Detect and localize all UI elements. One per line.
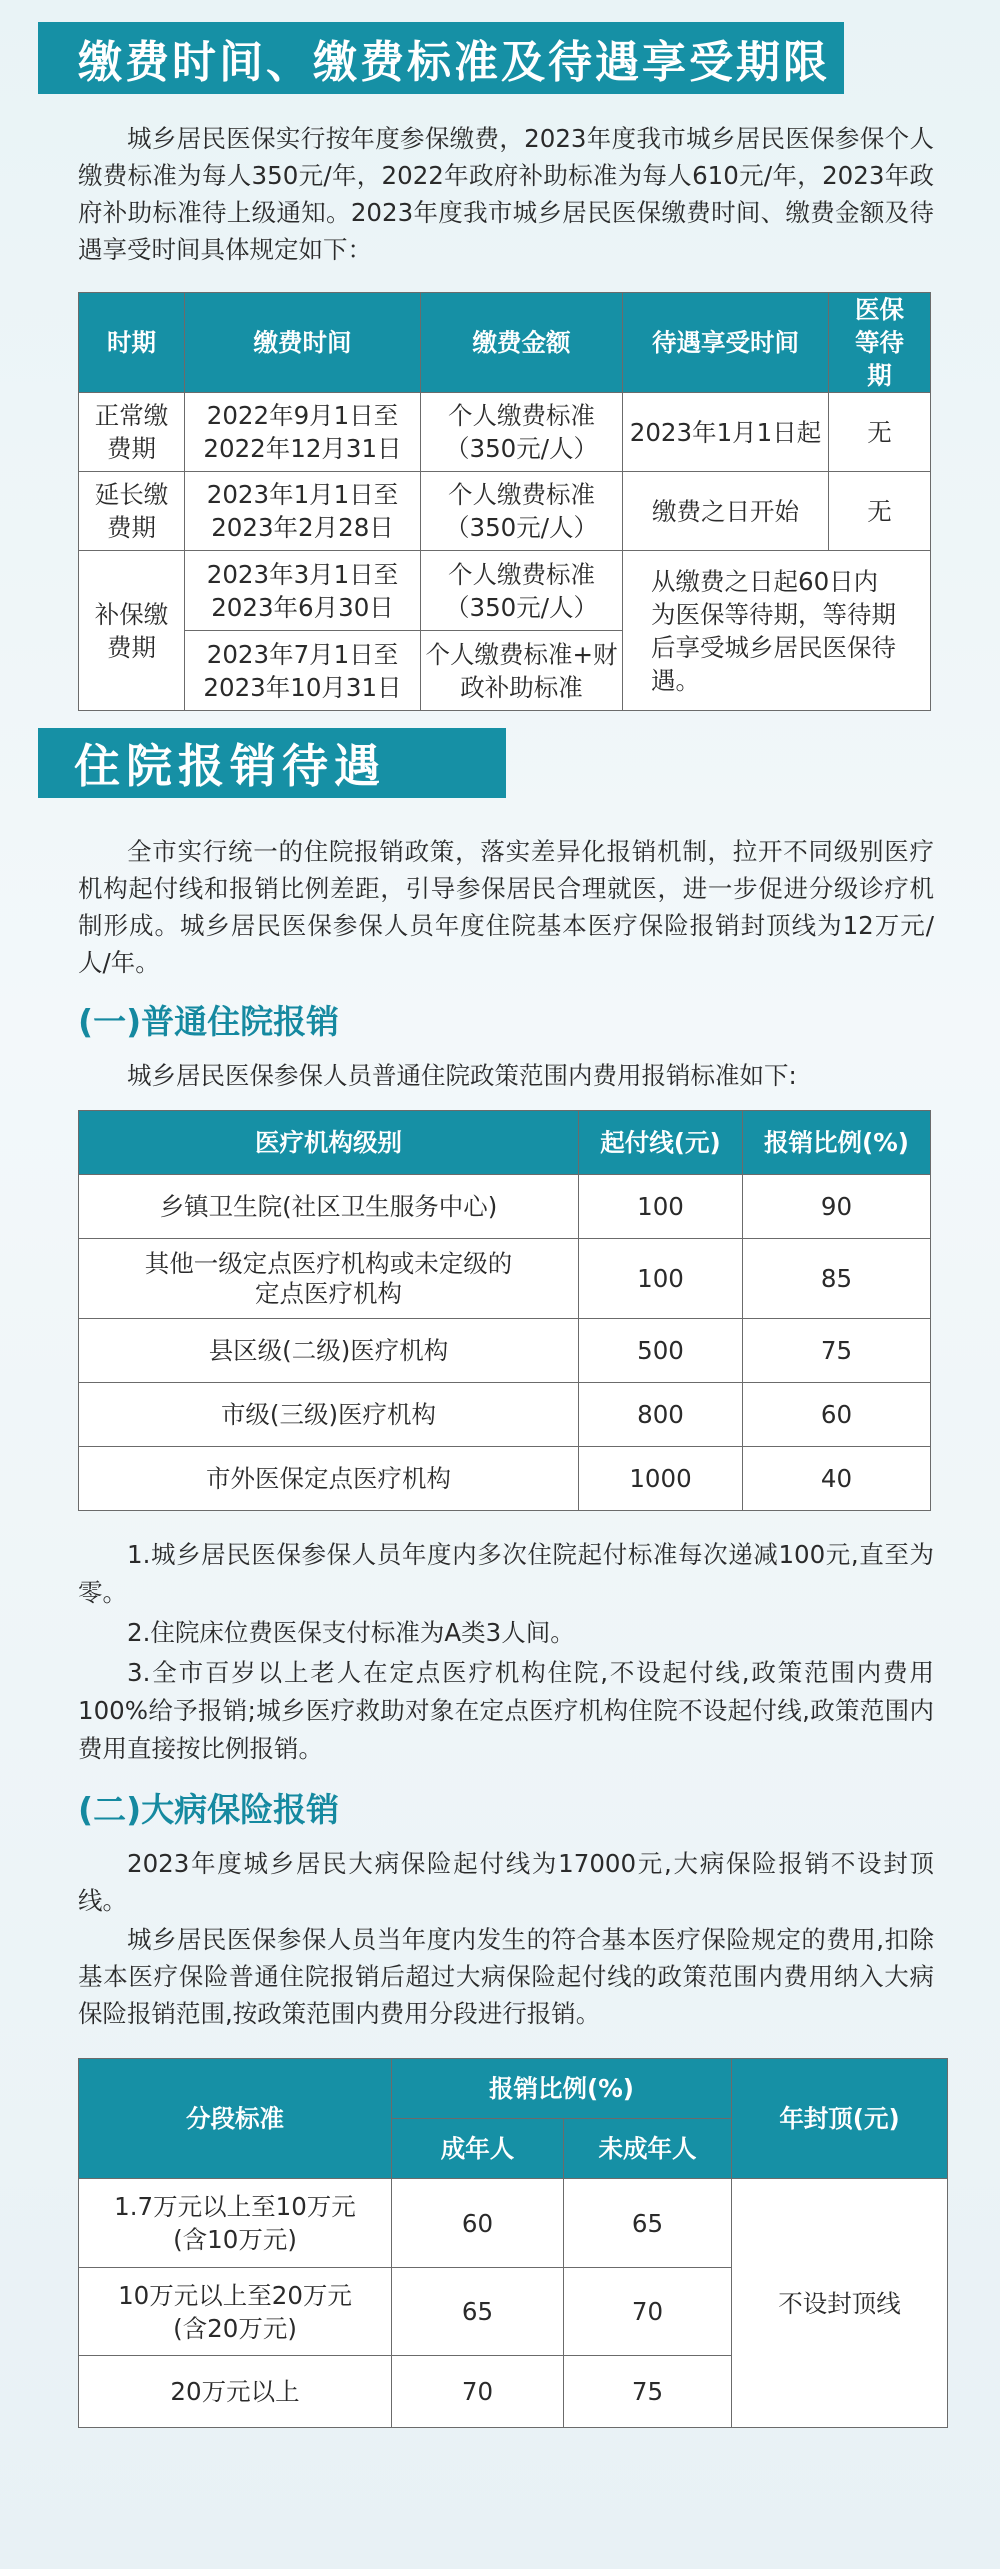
header-wait: 医保等待期 bbox=[829, 293, 931, 393]
header-ratio: 报销比例(%) bbox=[392, 2059, 732, 2119]
header-adult: 成年人 bbox=[392, 2119, 564, 2179]
header-ratio: 报销比例(%) bbox=[743, 1111, 931, 1175]
cell-time: 2023年7月1日至2023年10月31日 bbox=[185, 631, 421, 711]
note-1: 1.城乡居民医保参保人员年度内多次住院起付标准每次递减100元,直至为零。 bbox=[78, 1540, 934, 1607]
cell-amount: 个人缴费标准（350元/人） bbox=[421, 551, 623, 631]
subsection-title-general: (一)普通住院报销 bbox=[78, 1002, 340, 1041]
cell-benefit: 2023年1月1日起 bbox=[623, 393, 829, 472]
cell-time: 2023年1月1日至2023年2月28日 bbox=[185, 472, 421, 551]
critical-illness-table bbox=[78, 2058, 948, 2428]
general-reimbursement-table bbox=[78, 1110, 931, 1511]
payment-schedule-table bbox=[78, 292, 931, 711]
header-cap: 年封顶(元) bbox=[732, 2059, 948, 2179]
header-level: 医疗机构级别 bbox=[79, 1111, 579, 1175]
cell-wait: 无 bbox=[829, 393, 931, 472]
critical-illness-paragraph-2: 城乡居民医保参保人员当年度内发生的符合基本医疗保险规定的费用,扣除基本医疗保险普通住院报销后超过大病保险起付线的政策范围内费用纳入大病保险报销范围,按政策范围内费用分段进行报销。 bbox=[78, 1925, 934, 2028]
cell-period: 延长缴费期 bbox=[79, 472, 185, 551]
table-row bbox=[79, 1239, 931, 1319]
table-row bbox=[79, 1175, 931, 1239]
header-minor: 未成年人 bbox=[564, 2119, 732, 2179]
header-amount: 缴费金额 bbox=[421, 293, 623, 393]
cell-ratio: 85 bbox=[743, 1239, 931, 1319]
cell-period: 正常缴费期 bbox=[79, 393, 185, 472]
header-benefit: 待遇享受时间 bbox=[623, 293, 829, 393]
cell-benefit: 缴费之日开始 bbox=[623, 472, 829, 551]
subsection-title-critical-illness: (二)大病保险报销 bbox=[78, 1790, 340, 1829]
section-title-payment: 缴费时间、缴费标准及待遇享受期限 bbox=[38, 22, 844, 94]
section-title-hospitalization: 住院报销待遇 bbox=[38, 728, 506, 798]
cell-minor: 75 bbox=[564, 2356, 732, 2428]
cell-adult: 60 bbox=[392, 2179, 564, 2268]
payment-intro-paragraph: 城乡居民医保实行按年度参保缴费，2023年度我市城乡居民医保参保个人缴费标准为每人350元/年，2022年政府补助标准为每人610元/年，2023年政府补助标准待上级通知。2023年度我市城乡居民医保缴费时间、缴费金额及待遇享受时间具体规定如下： bbox=[78, 124, 934, 264]
table-row bbox=[79, 1319, 931, 1383]
cell-adult: 65 bbox=[392, 2268, 564, 2356]
cell-time: 2022年9月1日至2022年12月31日 bbox=[185, 393, 421, 472]
cell-ratio: 60 bbox=[743, 1383, 931, 1447]
cell-period: 补保缴费期 bbox=[79, 551, 185, 711]
cell-segment: 1.7万元以上至10万元(含10万元) bbox=[79, 2179, 392, 2268]
cell-minor: 70 bbox=[564, 2268, 732, 2356]
cell-amount: 个人缴费标准（350元/人） bbox=[421, 472, 623, 551]
header-time: 缴费时间 bbox=[185, 293, 421, 393]
cell-ratio: 75 bbox=[743, 1319, 931, 1383]
cell-amount: 个人缴费标准+财政补助标准 bbox=[421, 631, 623, 711]
cell-segment: 20万元以上 bbox=[79, 2356, 392, 2428]
table-row bbox=[79, 1383, 931, 1447]
cell-cap: 不设封顶线 bbox=[732, 2179, 948, 2428]
table-row bbox=[79, 1447, 931, 1511]
header-threshold: 起付线(元) bbox=[579, 1111, 743, 1175]
cell-threshold: 800 bbox=[579, 1383, 743, 1447]
cell-level: 县区级(二级)医疗机构 bbox=[79, 1319, 579, 1383]
note-2: 2.住院床位费医保支付标准为A类3人间。 bbox=[127, 1618, 575, 1647]
cell-threshold: 100 bbox=[579, 1175, 743, 1239]
cell-threshold: 500 bbox=[579, 1319, 743, 1383]
cell-segment: 10万元以上至20万元(含20万元) bbox=[79, 2268, 392, 2356]
header-segment: 分段标准 bbox=[79, 2059, 392, 2179]
table-row bbox=[79, 472, 931, 551]
note-3: 3.全市百岁以上老人在定点医疗机构住院,不设起付线,政策范围内费用100%给予报销;城乡医疗救助对象在定点医疗机构住院不设起付线,政策范围内费用直接按比例报销。 bbox=[78, 1658, 934, 1763]
cell-level: 市级(三级)医疗机构 bbox=[79, 1383, 579, 1447]
critical-illness-paragraph-1: 2023年度城乡居民大病保险起付线为17000元,大病保险报销不设封顶线。 bbox=[78, 1849, 934, 1915]
cell-threshold: 100 bbox=[579, 1239, 743, 1319]
cell-minor: 65 bbox=[564, 2179, 732, 2268]
table-row bbox=[79, 2179, 948, 2268]
cell-benefit-waiting: 从缴费之日起60日内为医保等待期，等待期后享受城乡居民医保待遇。 bbox=[623, 551, 931, 711]
table-row bbox=[79, 393, 931, 472]
cell-level: 市外医保定点医疗机构 bbox=[79, 1447, 579, 1511]
hospitalization-intro-paragraph: 全市实行统一的住院报销政策，落实差异化报销机制，拉开不同级别医疗机构起付线和报销比例差距，引导参保居民合理就医，进一步促进分级诊疗机制形成。城乡居民医保参保人员年度住院基本医疗保险报销封顶线为12万元/人/年。 bbox=[78, 837, 934, 977]
cell-ratio: 90 bbox=[743, 1175, 931, 1239]
cell-level: 乡镇卫生院(社区卫生服务中心) bbox=[79, 1175, 579, 1239]
cell-level: 其他一级定点医疗机构或未定级的定点医疗机构 bbox=[79, 1239, 579, 1319]
table-row bbox=[79, 551, 931, 631]
header-period: 时期 bbox=[79, 293, 185, 393]
cell-time: 2023年3月1日至2023年6月30日 bbox=[185, 551, 421, 631]
cell-amount: 个人缴费标准（350元/人） bbox=[421, 393, 623, 472]
cell-adult: 70 bbox=[392, 2356, 564, 2428]
general-intro-paragraph: 城乡居民医保参保人员普通住院政策范围内费用报销标准如下: bbox=[127, 1061, 797, 1090]
cell-wait: 无 bbox=[829, 472, 931, 551]
cell-ratio: 40 bbox=[743, 1447, 931, 1511]
cell-threshold: 1000 bbox=[579, 1447, 743, 1511]
